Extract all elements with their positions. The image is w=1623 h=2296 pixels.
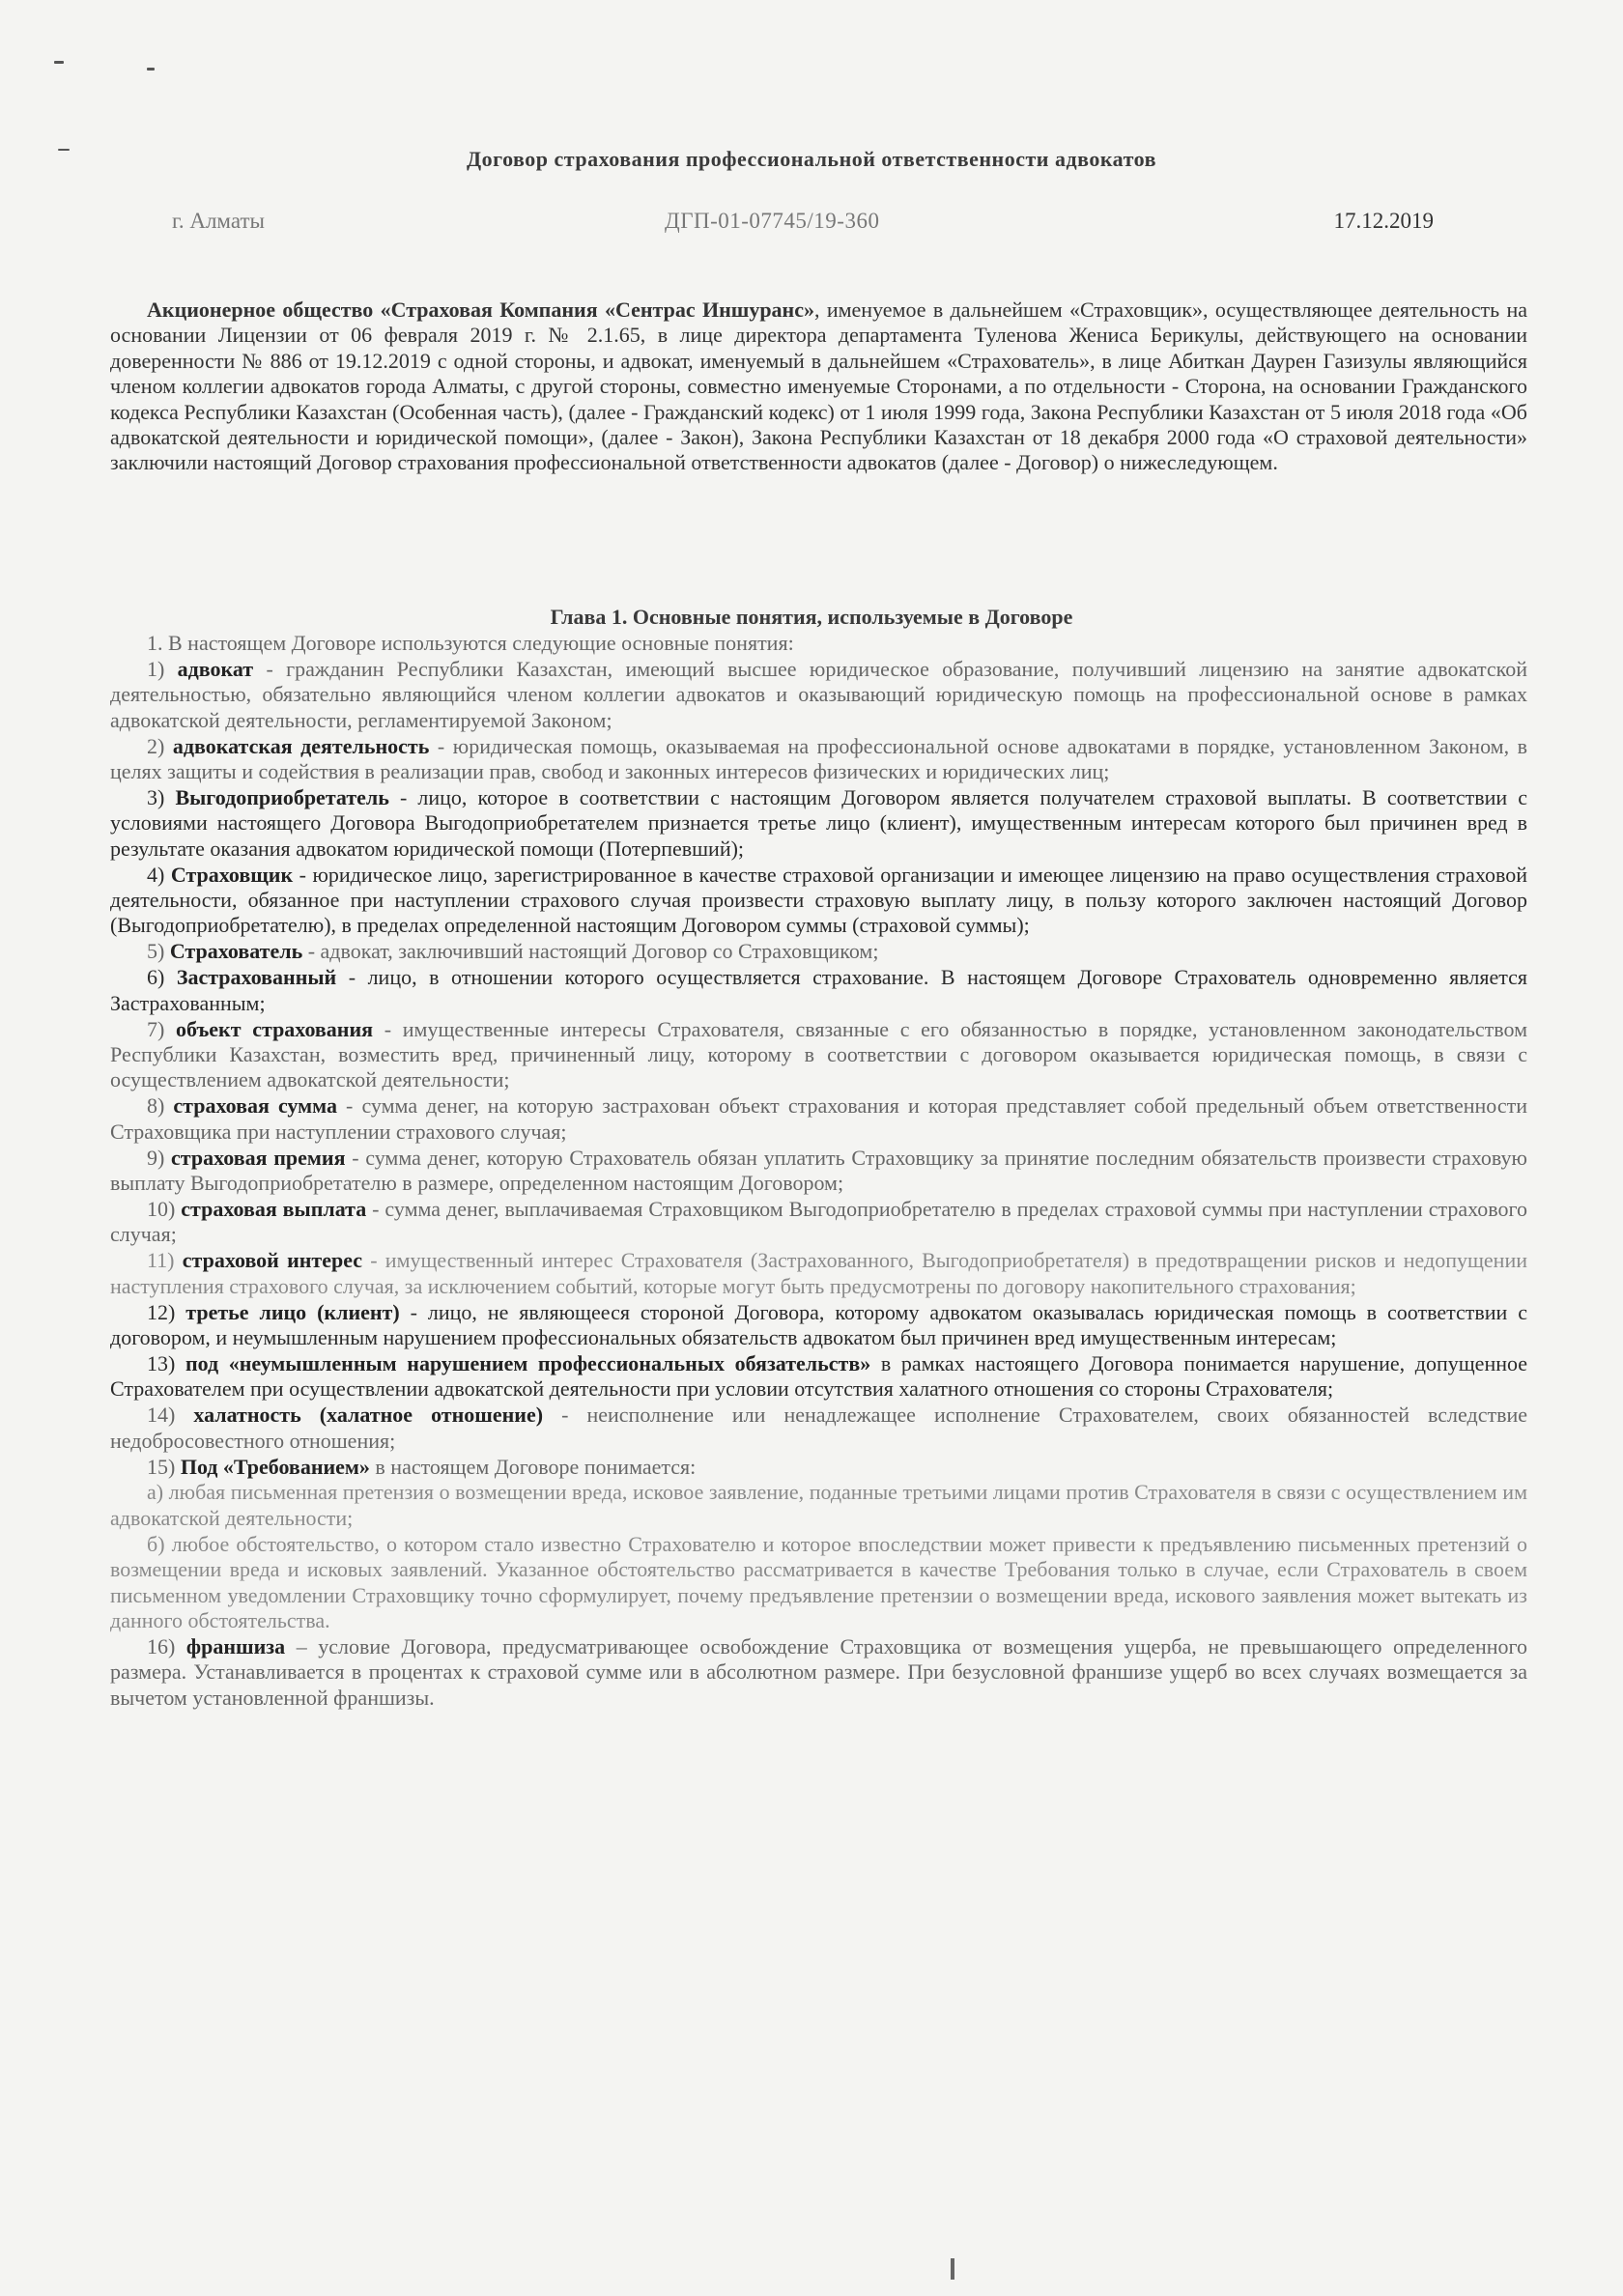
item-text: - лицо, которое в соответствии с настоящим Договором является получателем страховой выплаты. В соответствии с условиями настоящего Договора Выгодоприобретателем признается третье лицо (клиент), имущественным интересам которого был причинен вред в результате оказания адвокатом юридической помощи (Потерпевший);	[110, 784, 1528, 861]
item-number: 13)	[147, 1350, 176, 1375]
item-number: 14)	[147, 1403, 176, 1428]
item-number: 2)	[147, 733, 165, 758]
scan-mark	[147, 68, 155, 71]
item-text: - адвокат, заключивший настоящий Договор со Страховщиком;	[302, 939, 879, 964]
item-number: 1)	[147, 656, 165, 681]
item-text: - гражданин Республики Казахстан, имеющий высшее юридическое образование, получивший лицензию на занятие адвокатской деятельностью, обязательно являющийся членом коллегии адвокатов и оказывающий юридическую помощь на профессиональной основе в рамках адвокатской деятельности, регламентируемой Законом;	[110, 656, 1527, 732]
item-text: - лицо, в отношении которого осуществляется страхование. В настоящем Договоре Страхователь одновременно является Застрахованным;	[110, 965, 1527, 1015]
item-number: 9)	[147, 1145, 165, 1170]
item-number: 16)	[147, 1633, 176, 1658]
definition-item	[110, 1351, 1527, 1403]
definition-item	[110, 785, 1527, 862]
item-number: 3)	[147, 784, 165, 809]
item-number: б)	[147, 1531, 165, 1556]
item-term: страховая выплата	[181, 1196, 367, 1221]
definition-item	[110, 657, 1527, 733]
item-number: 4)	[147, 862, 165, 887]
item-number: 15)	[147, 1454, 176, 1479]
item-term: адвокат	[177, 656, 254, 681]
chapter-heading: Глава 1. Основные понятия, используемые в Договоре	[550, 605, 1073, 629]
item-term: Страхователь	[169, 939, 303, 964]
item-number: 6)	[147, 965, 165, 990]
definition-item	[110, 734, 1527, 785]
item-number: а)	[147, 1480, 164, 1505]
definition-item	[110, 939, 1527, 964]
document-number: ДГП-01-07745/19-360	[665, 209, 880, 233]
scan-mark	[54, 61, 64, 64]
intro-paragraph	[110, 298, 1527, 476]
item-term: страховая сумма	[173, 1093, 337, 1119]
item-text: - сумма денег, на которую застрахован объект страхования и которая представляет собой предельный объем ответственности Страховщика при наступлении страхового случая;	[110, 1093, 1528, 1144]
definition-item	[110, 863, 1527, 939]
item-number: 10)	[147, 1196, 176, 1221]
definition-subitem	[110, 1532, 1527, 1634]
item-term: Страховщик	[170, 862, 294, 887]
definitions-list	[110, 631, 1527, 1712]
item-term: Застрахованный	[176, 965, 337, 990]
item-number: 8)	[147, 1093, 165, 1119]
item-term: франшиза	[185, 1633, 286, 1658]
item-number: 12)	[147, 1299, 176, 1324]
item-text: – условие Договора, предусматривающее освобождение Страховщика от возмещения ущерба, не превышающего определенного размера. Устанавливается в процентах к страховой сумме или в абсолютном размере. При безусловной франшизе ущерб во всех случаях возмещается за вычетом установленной франшизы.	[110, 1633, 1528, 1710]
item-term: объект страхования	[176, 1016, 374, 1041]
item-text: - лицо, не являющееся стороной Договора, которому адвокатом оказывалась юридическая помощь в соответствии с договором, и неумышленным нарушением профессиональных обязательств адвокатом был причинен вред имущественным интересам;	[110, 1299, 1527, 1349]
definition-item	[110, 1455, 1527, 1480]
item-text: любое обстоятельство, о котором стало известно Страхователю и которое впоследствии может привести к предъявлению письменных претензий о возмещении вреда и исковых заявлений. Указанное обстоятельство рассматривается в качестве Требования только в случае, если Страхователь в своем письменном уведомлении Страховщику точно сформулирует, почему предъявление претензии о возмещении вреда, искового заявления может вытекать из данного обстоятельства.	[110, 1531, 1527, 1632]
item-term: Под «Требованием»	[180, 1454, 370, 1479]
item-term: страховая премия	[171, 1145, 346, 1170]
definition-item	[110, 1248, 1527, 1299]
scan-mark	[951, 2258, 954, 2280]
item-term: халатность (халатное отношение)	[193, 1403, 544, 1428]
document-city: г. Алматы	[172, 209, 265, 233]
item-text: - имущественные интересы Страхователя, связанные с его обязанностью в порядке, установленном законодательством Республики Казахстан, возместить вред, причиненный лицу, которому в соответствии с договором оказывается юридическая помощь, в связи с осуществлением адвокатской деятельности;	[110, 1016, 1528, 1092]
item-term: Выгодоприобретатель	[175, 784, 389, 809]
company-name: Акционерное общество «Страховая Компания «Сентрас Иншуранс»	[147, 298, 814, 322]
definition-item	[110, 1197, 1527, 1248]
definition-item	[110, 965, 1527, 1016]
item-number: 5)	[147, 939, 165, 964]
item-text: в рамках настоящего Договора понимается нарушение, допущенное Страхователем при осуществлении адвокатской деятельности при условии отсутствия халатного отношения со стороны Страхователя;	[110, 1350, 1528, 1402]
item-text: - имущественный интерес Страхователя (Застрахованного, Выгодоприобретателя) в предотвращении рисков и недопущении наступления страхового случая, за исключением событий, которые могут быть предусмотрены по договору накопительного страхования;	[110, 1248, 1527, 1298]
item-term: третье лицо (клиент)	[185, 1299, 400, 1324]
item-text: в настоящем Договоре понимается:	[369, 1454, 697, 1479]
document-date: 17.12.2019	[1333, 209, 1434, 233]
item-number: 7)	[147, 1016, 165, 1041]
item-text: - неисполнение или ненадлежащее исполнение Страхователем, своих обязанностей вследствие недобросовестного отношения;	[110, 1403, 1527, 1453]
definition-item	[110, 1634, 1527, 1711]
definitions-lead: 1. В настоящем Договоре используются следующие основные понятия:	[147, 631, 794, 655]
definition-item	[110, 1403, 1527, 1454]
definition-item	[110, 1017, 1527, 1093]
item-text: - юридическая помощь, оказываемая на профессиональной основе адвокатами в порядке, установленном Законом, в целях защиты и содействия в реализации прав, свобод и законных интересов физических и юридических лиц;	[110, 733, 1528, 784]
intro-text: , именуемое в дальнейшем «Страховщик», осуществляющее деятельность на основании Лицензии от 06 февраля 2019 г. № 2.1.65, в лице директора департамента Туленова Жениса Берикулы, действующего на основании доверенности № 886 от 19.12.2019 с одной стороны, и адвокат, именуемый в дальнейшем «Страхователь», в лице Абиткан Даурен Газизулы являющийся членом коллегии адвокатов города Алматы, с другой стороны, совместно именуемые Сторонами, а по отдельности - Сторона, на основании Гражданского кодекса Республики Казахстан (Особенная часть), (далее - Гражданский кодекс) от 1 июля 1999 года, Закона Республики Казахстан от 5 июля 2018 года «Об адвокатской деятельности и юридической помощи», (далее - Закон), Закона Республики Казахстан от 18 декабря 2000 года «О страховой деятельности» заключили настоящий Договор страхования профессиональной ответственности адвокатов (далее - Договор) о нижеследующем.	[110, 298, 1527, 475]
definition-item	[110, 1300, 1527, 1351]
item-term: страховой интерес	[182, 1248, 363, 1273]
definition-subitem	[110, 1480, 1527, 1531]
item-term: под «неумышленным нарушением профессиональных обязательств»	[185, 1350, 871, 1375]
item-text: - сумма денег, которую Страхователь обязан уплатить Страховщику за принятие последним обязательств произвести страховую выплату Выгодоприобретателю в размере, определенном настоящим Договором;	[110, 1145, 1527, 1196]
item-text: любая письменная претензия о возмещении вреда, исковое заявление, поданные третьими лицами против Страхователя в связи с осуществлением им адвокатской деятельности;	[110, 1480, 1527, 1530]
item-text: - юридическое лицо, зарегистрированное в качестве страховой организации и имеющее лицензию на право осуществления страховой деятельности, обязанное при наступлении страхового случая произвести страховую выплату лицу, в пользу которого заключен настоящий Договор (Выгодоприобретателю), в пределах определенной настоящим Договором суммы (страховой суммы);	[110, 862, 1527, 938]
definition-item	[110, 1146, 1527, 1197]
item-text: - сумма денег, выплачиваемая Страховщиком Выгодоприобретателю в пределах страховой суммы при наступлении страхового случая;	[110, 1196, 1527, 1247]
definition-item	[110, 1093, 1527, 1145]
item-term: адвокатская деятельность	[172, 733, 430, 758]
item-number: 11)	[147, 1248, 175, 1273]
document-title: Договор страхования профессиональной ответственности адвокатов	[467, 147, 1156, 171]
